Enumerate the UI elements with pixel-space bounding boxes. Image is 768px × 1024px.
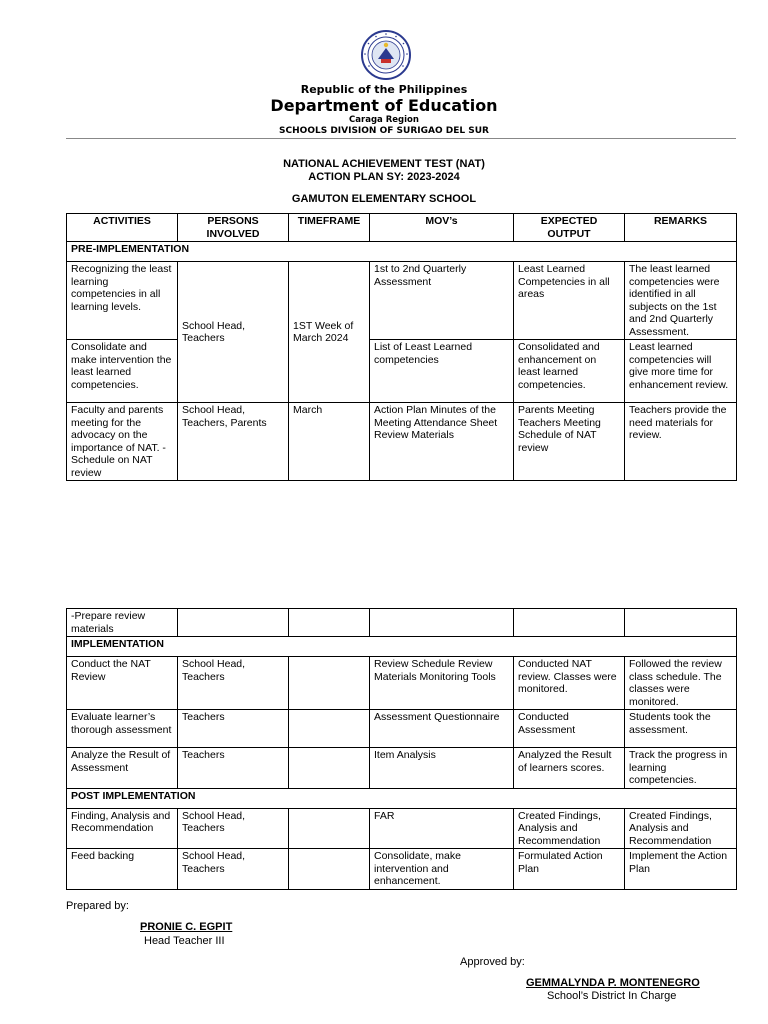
section-implementation: IMPLEMENTATION (67, 637, 737, 657)
cell-remarks: Created Findings, Analysis and Recommendation (625, 808, 737, 849)
table-header-row (67, 214, 737, 242)
cell-movs: Assessment Questionnaire (370, 710, 514, 748)
cell-empty (289, 609, 370, 637)
approver-name: GEMMALYNDA P. MONTENEGRO (526, 977, 700, 989)
cell-output: Consolidated and enhancement on least learned competencies. (514, 340, 625, 403)
cell-movs: Item Analysis (370, 748, 514, 789)
section-row (67, 637, 737, 657)
cell-output: Analyzed the Result of learners scores. (514, 748, 625, 789)
prepared-by-label: Prepared by: (66, 900, 129, 912)
cell-output: Created Findings, Analysis and Recommendation (514, 808, 625, 849)
cell-remarks: Followed the review class schedule. The classes were monitored. (625, 657, 737, 710)
division-heading: SCHOOLS DIVISION OF SURIGAO DEL SUR (279, 126, 489, 136)
header-timeframe: TIMEFRAME (289, 214, 370, 242)
cell-timeframe (289, 748, 370, 789)
table-row (67, 657, 737, 710)
cell-remarks: Implement the Action Plan (625, 849, 737, 890)
section-post-implementation: POST IMPLEMENTATION (67, 788, 737, 808)
cell-activity: Finding, Analysis and Recommendation (67, 808, 178, 849)
cell-remarks: The least learned competencies were identified in all subjects on the 1st and 2nd Quarterly Assessment. (625, 262, 737, 340)
preparer-title: Head Teacher III (144, 935, 225, 947)
action-plan-table-page1 (66, 213, 737, 481)
cell-empty (370, 609, 514, 637)
table-row (67, 710, 737, 748)
cell-persons: School Head, Teachers (178, 657, 289, 710)
deped-seal-logo (361, 30, 411, 80)
cell-timeframe (289, 657, 370, 710)
approver-title: School’s District In Charge (547, 990, 677, 1002)
cell-activity: Evaluate learner’s thorough assessment (67, 710, 178, 748)
cell-output: Conducted NAT review. Classes were monitored. (514, 657, 625, 710)
cell-movs: 1st to 2nd Quarterly Assessment (370, 262, 514, 340)
table-row (67, 808, 737, 849)
republic-heading: Republic of the Philippines (300, 83, 468, 96)
cell-output: Conducted Assessment (514, 710, 625, 748)
table-row (67, 262, 737, 340)
cell-timeframe (289, 710, 370, 748)
cell-remarks: Track the progress in learning competencies. (625, 748, 737, 789)
cell-empty (178, 609, 289, 637)
cell-activity: -Prepare review materials (67, 609, 178, 637)
header-divider (66, 138, 736, 139)
cell-movs: Review Schedule Review Materials Monitoring Tools (370, 657, 514, 710)
header-persons: PERSONS INVOLVED (178, 214, 289, 242)
cell-output: Formulated Action Plan (514, 849, 625, 890)
preparer-name: PRONIE C. EGPIT (140, 921, 233, 933)
cell-timeframe (289, 849, 370, 890)
cell-activity: Recognizing the least learning competencies in all learning levels. (67, 262, 178, 340)
section-pre-implementation: PRE-IMPLEMENTATION (67, 242, 737, 262)
table-row (67, 849, 737, 890)
table-row (67, 609, 737, 637)
cell-persons: Teachers (178, 710, 289, 748)
cell-activity: Conduct the NAT Review (67, 657, 178, 710)
cell-timeframe (289, 808, 370, 849)
cell-movs: List of Least Learned competencies (370, 340, 514, 403)
cell-movs: FAR (370, 808, 514, 849)
cell-remarks: Teachers provide the need materials for review. (625, 403, 737, 481)
header-activities: ACTIVITIES (67, 214, 178, 242)
header-output: EXPECTED OUTPUT (514, 214, 625, 242)
cell-output: Least Learned Competencies in all areas (514, 262, 625, 340)
department-heading: Department of Education (270, 96, 498, 115)
cell-empty (625, 609, 737, 637)
cell-persons: School Head, Teachers (178, 808, 289, 849)
cell-persons: Teachers (178, 748, 289, 789)
approved-by-label: Approved by: (460, 956, 525, 968)
document-subtitle: ACTION PLAN SY: 2023-2024 (308, 171, 460, 183)
cell-activity: Faculty and parents meeting for the advocacy on the importance of NAT. -Schedule on NAT review (67, 403, 178, 481)
cell-persons: School Head, Teachers (178, 262, 289, 403)
header-remarks: REMARKS (625, 214, 737, 242)
table-row (67, 340, 737, 403)
header-movs: MOV’s (370, 214, 514, 242)
cell-remarks: Students took the assessment. (625, 710, 737, 748)
cell-timeframe: 1ST Week of March 2024 (289, 262, 370, 403)
cell-persons: School Head, Teachers, Parents (178, 403, 289, 481)
cell-persons: School Head, Teachers (178, 849, 289, 890)
table-row (67, 748, 737, 789)
cell-empty (514, 609, 625, 637)
cell-activity: Feed backing (67, 849, 178, 890)
cell-output: Parents Meeting Teachers Meeting Schedule of NAT review (514, 403, 625, 481)
table-row (67, 403, 737, 481)
cell-remarks: Least learned competencies will give more time for enhancement review. (625, 340, 737, 403)
cell-activity: Analyze the Result of Assessment (67, 748, 178, 789)
section-row (67, 242, 737, 262)
cell-movs: Action Plan Minutes of the Meeting Attendance Sheet Review Materials (370, 403, 514, 481)
document-title: NATIONAL ACHIEVEMENT TEST (NAT) (283, 158, 485, 170)
region-heading: Caraga Region (349, 115, 419, 125)
section-row (67, 788, 737, 808)
cell-timeframe: March (289, 403, 370, 481)
school-name: GAMUTON ELEMENTARY SCHOOL (291, 193, 477, 205)
cell-activity: Consolidate and make intervention the least learned competencies. (67, 340, 178, 403)
cell-movs: Consolidate, make intervention and enhancement. (370, 849, 514, 890)
action-plan-table-page2 (66, 608, 737, 890)
